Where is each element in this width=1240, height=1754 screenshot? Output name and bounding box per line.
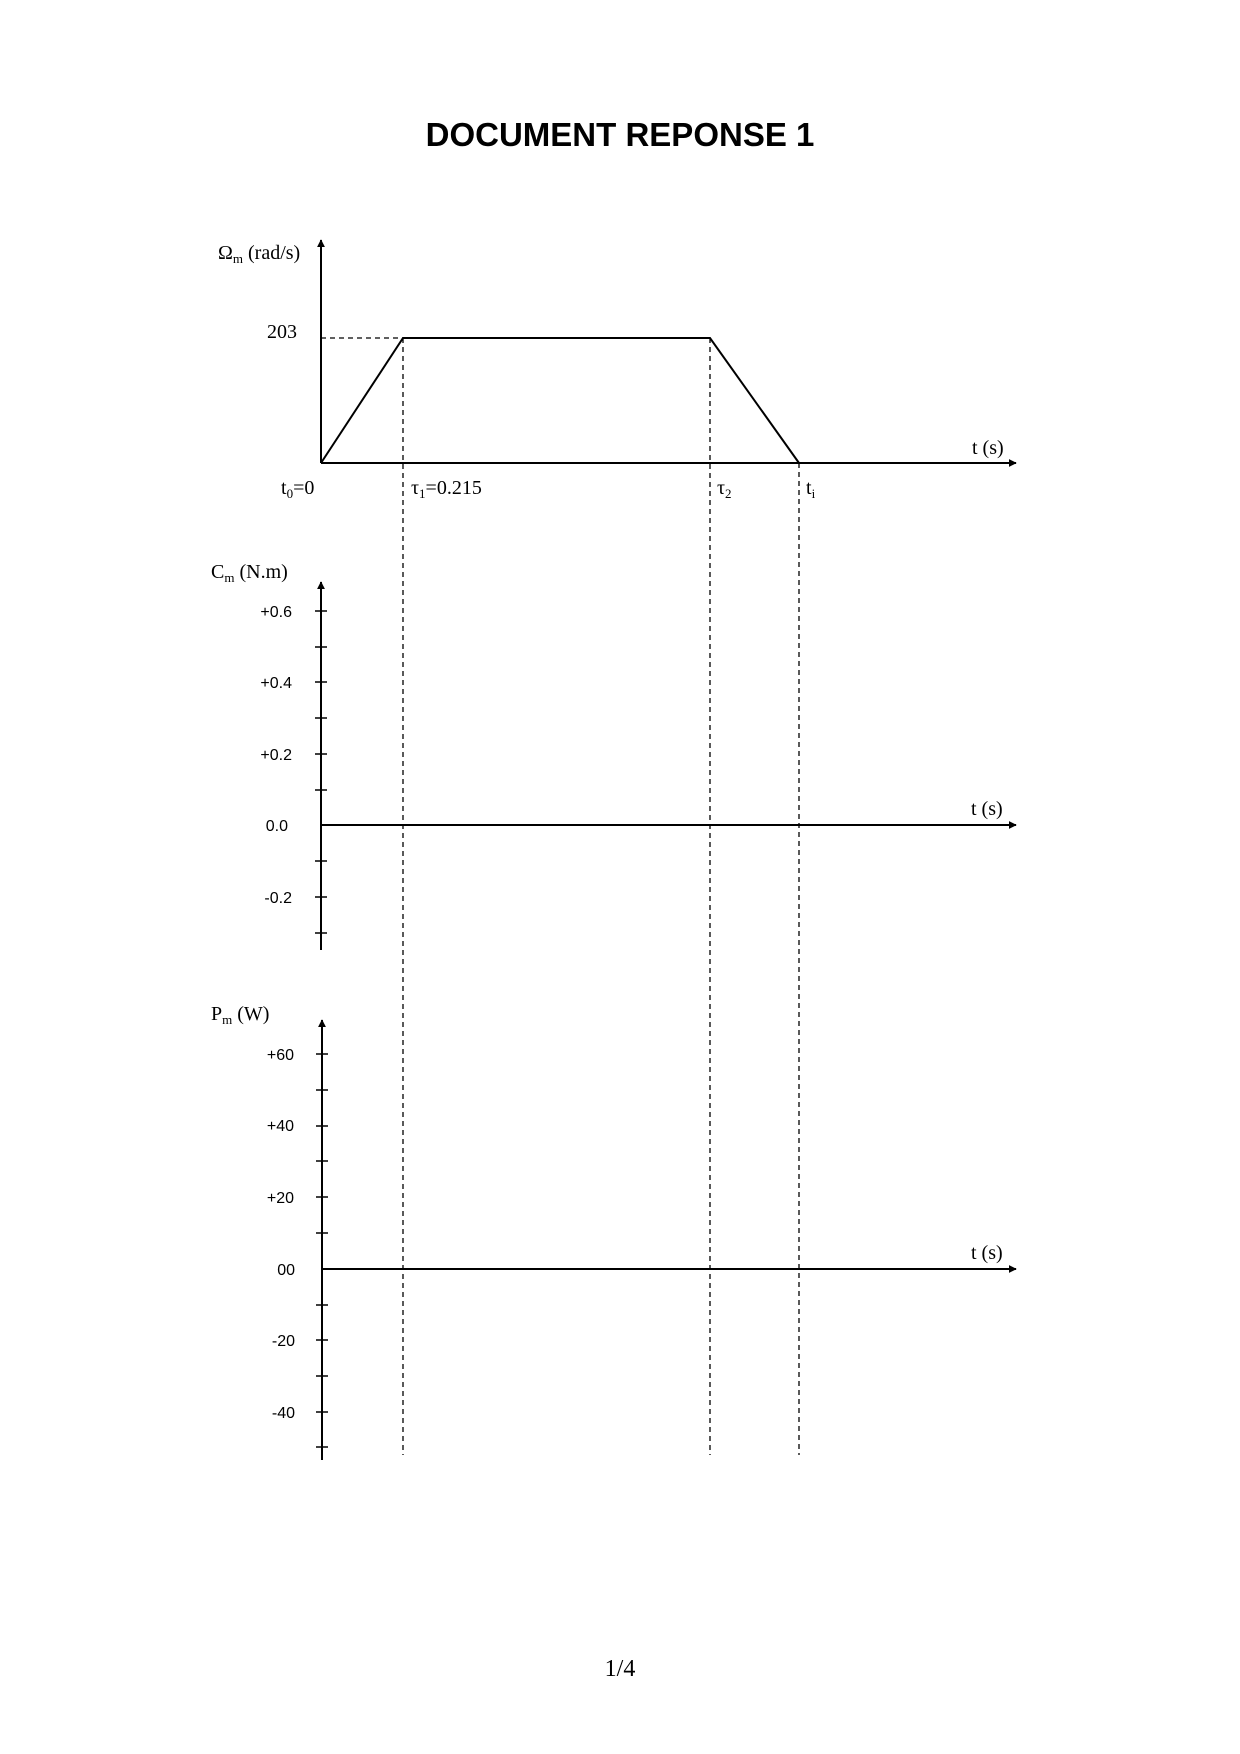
power-tick-label: +60 [266,1047,294,1064]
torque-tick-label: +0.2 [260,747,292,764]
page-number: 1/4 [604,1656,636,1682]
omega-speed-profile [321,338,799,463]
torque-x-label: t (s) [971,798,1003,820]
omega-y-tick-203: 203 [267,321,297,343]
torque-tick-label: 0.0 [265,818,288,835]
power-tick-label: -40 [271,1405,295,1422]
torque-chart [211,561,1016,950]
power-y-label: $P_m$ (W) [211,1003,270,1027]
torque-tick-label: +0.4 [260,675,292,692]
time-marker-ti: $t_i$ [806,477,816,501]
power-tick-label: +20 [266,1190,294,1207]
torque-tick-label: +0.6 [260,604,292,621]
document-title: DOCUMENT REPONSE 1 [425,116,815,153]
power-chart [211,1003,1016,1460]
time-marker-t0: $t_0=0$ [281,477,315,501]
torque-tick-label: -0.2 [264,890,292,907]
power-tick-label: -20 [271,1333,295,1350]
power-tick-label: 00 [277,1262,295,1279]
torque-y-label: $C_m$ (N.m) [211,561,288,585]
power-x-label: t (s) [971,1242,1003,1264]
time-marker-tau1: $\tau_1=0.215$ [411,477,482,501]
omega-x-label: t (s) [972,437,1004,459]
omega-y-label: $\Omega_m$ (rad/s) [218,242,301,266]
omega-chart [218,240,1016,501]
power-tick-label: +40 [266,1118,294,1135]
time-marker-tau2: $\tau_2$ [717,477,732,501]
